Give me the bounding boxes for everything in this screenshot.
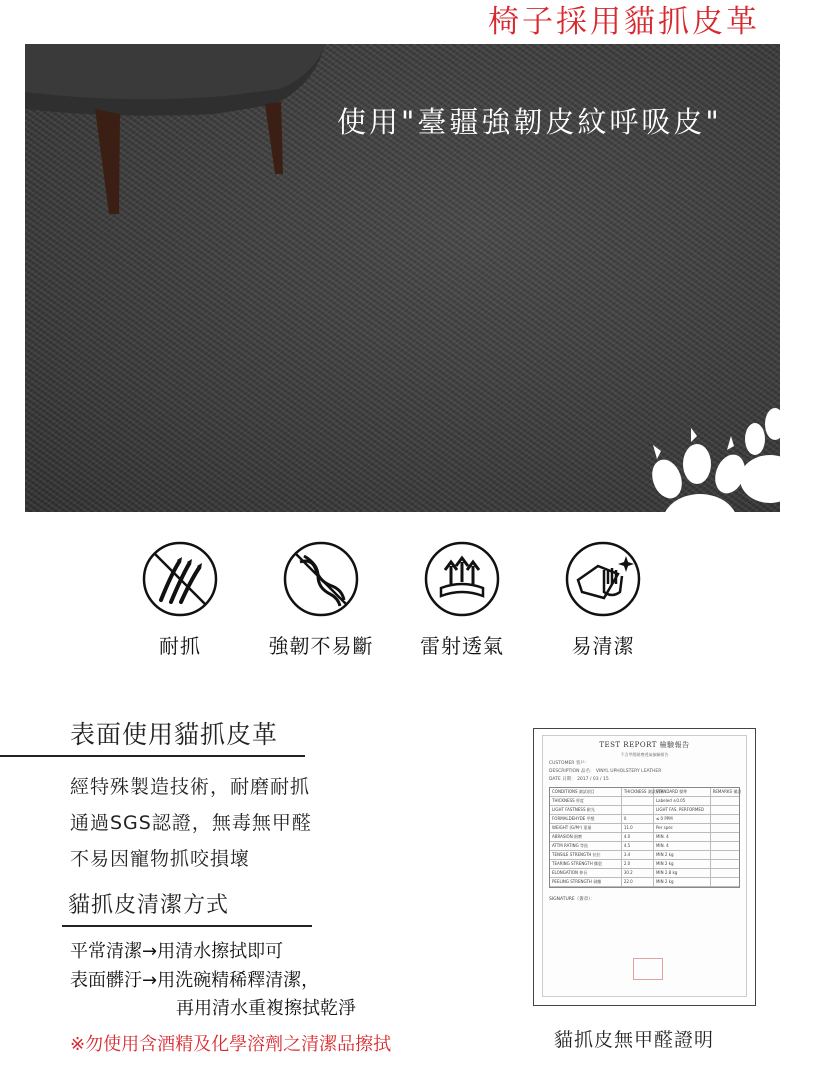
- table-cell: THICKNESS 厚度: [550, 797, 622, 805]
- table-cell: MIN. 4: [654, 833, 711, 841]
- test-report-document: [542, 735, 747, 997]
- feature-easy-clean: [523, 540, 683, 659]
- report-caption: 貓抓皮無甲醛證明: [554, 1029, 715, 1051]
- twisted-rope-icon: [282, 540, 360, 618]
- table-cell: [711, 833, 739, 841]
- table-row: [550, 815, 739, 824]
- table-cell: 4.5: [622, 842, 654, 850]
- table-header-cell: CONDITIONS 測試項目: [550, 788, 622, 796]
- table-cell: MIN 2.8 kg: [654, 869, 711, 877]
- table-cell: [622, 806, 654, 814]
- table-cell: MIN 2 kg: [654, 878, 711, 886]
- feature-scratch-resistant: [100, 540, 260, 659]
- table-cell: [711, 824, 739, 832]
- table-cell: [711, 806, 739, 814]
- table-cell: [711, 815, 739, 823]
- table-cell: 3.4: [622, 851, 654, 859]
- table-cell: ABRASION 耐磨: [550, 833, 622, 841]
- warning-note: ※勿使用含酒精及化學溶劑之清潔品擦拭: [70, 1034, 392, 1055]
- table-cell: LIGHT FAS. PERFORMED: [654, 806, 711, 814]
- cleaning-title: 貓抓皮清潔方式: [68, 893, 230, 918]
- table-header-cell: REMARKS 備註: [712, 789, 742, 794]
- title-banner: [468, 0, 780, 44]
- table-header-cell: STANDARD 標準: [654, 788, 711, 796]
- table-row: [550, 833, 739, 842]
- table-cell: FORMALDEHYDE 甲醛: [550, 815, 622, 823]
- surface-line: 經特殊製造技術，耐磨耐抓: [70, 776, 311, 798]
- table-cell: WEIGHT (G/M²) 重量: [550, 824, 622, 832]
- table-cell: TENSILE STRENGTH 抗拉: [550, 851, 622, 859]
- chair-image: [25, 44, 335, 219]
- table-row: [550, 869, 739, 878]
- table-cell: MIN 2 kg: [654, 860, 711, 868]
- table-cell: [711, 878, 739, 886]
- table-cell: Per spec: [654, 824, 711, 832]
- cleaning-line: 平常清潔→用清水擦拭即可: [70, 941, 284, 962]
- claw-scratch-icon: [141, 540, 219, 618]
- report-table-body: [550, 797, 739, 887]
- report-table: [549, 787, 740, 888]
- table-cell: [711, 842, 739, 850]
- table-cell: ≤ 0 PPM: [654, 815, 711, 823]
- report-stamp: [633, 958, 663, 980]
- hand-wipe-icon: [564, 540, 642, 618]
- feature-strong: [241, 540, 401, 659]
- test-report-frame: [533, 728, 756, 1006]
- report-signature: SIGNATURE（簽章）：: [549, 897, 596, 902]
- table-cell: [711, 797, 739, 805]
- report-table-header: [550, 788, 742, 797]
- report-subtitle: 不含甲醛耐磨透氣檢驗報告: [620, 752, 669, 757]
- surface-title: 表面使用貓抓皮革: [70, 720, 279, 749]
- table-cell: 30.2: [622, 869, 654, 877]
- table-row: [550, 797, 739, 806]
- table-cell: [711, 851, 739, 859]
- report-title: TEST REPORT 檢驗報告: [599, 741, 690, 749]
- hero-subtitle: 使用"臺疆強韌皮紋呼吸皮": [337, 105, 722, 139]
- section-divider: [0, 755, 305, 757]
- table-cell: 11.0: [622, 824, 654, 832]
- table-row: [550, 860, 739, 869]
- table-cell: 0: [622, 815, 654, 823]
- table-cell: Labeled ±0.05: [654, 797, 711, 805]
- table-cell: LIGHT FASTNESS 耐光: [550, 806, 622, 814]
- table-cell: TEARING STRENGTH 撕裂: [550, 860, 622, 868]
- cleaning-divider: [62, 925, 312, 927]
- table-row: [550, 824, 739, 833]
- surface-line: 不易因寵物抓咬損壞: [70, 848, 251, 870]
- table-cell: MIN. 4: [654, 842, 711, 850]
- table-row: [550, 842, 739, 851]
- cleaning-line: 表面髒汙→用洗碗精稀釋清潔，: [70, 970, 320, 991]
- table-cell: 2.0: [622, 860, 654, 868]
- table-cell: ATTM RATING 等級: [550, 842, 622, 850]
- table-cell: PEELING STRENGTH 剝離: [550, 878, 622, 886]
- page-title: 椅子採用貓抓皮革: [488, 4, 760, 40]
- table-row: [550, 806, 739, 815]
- paw-print-icon: [615, 364, 815, 554]
- table-header-cell: THICKNESS 測試結果: [623, 789, 664, 794]
- table-cell: [711, 860, 739, 868]
- table-row: [550, 851, 739, 860]
- feature-breathable: [382, 540, 542, 659]
- feature-label: 強韌不易斷: [268, 634, 374, 658]
- table-cell: 22.0: [622, 878, 654, 886]
- report-description: DESCRIPTION 品名： VINYL UPHOLSTERY LEATHER: [549, 769, 662, 774]
- feature-label: 易清潔: [571, 634, 635, 658]
- table-row: [550, 878, 739, 887]
- breathable-arrows-icon: [423, 540, 501, 618]
- table-cell: [711, 869, 739, 877]
- table-cell: 4.0: [622, 833, 654, 841]
- table-cell: [622, 797, 654, 805]
- feature-label: 耐抓: [159, 634, 201, 658]
- report-customer: CUSTOMER 客戶：: [549, 761, 590, 766]
- features-row: [0, 540, 800, 680]
- table-cell: MIN 2 kg: [654, 851, 711, 859]
- feature-label: 雷射透氣: [420, 634, 504, 658]
- table-cell: ELONGATION 伸長: [550, 869, 622, 877]
- surface-line: 通過SGS認證，無毒無甲醛: [70, 812, 312, 834]
- hero-fabric-image: [25, 44, 780, 512]
- report-date: DATE 日期： 2017 / 03 / 15: [549, 777, 609, 782]
- cleaning-line: 再用清水重複擦拭乾淨: [176, 998, 356, 1019]
